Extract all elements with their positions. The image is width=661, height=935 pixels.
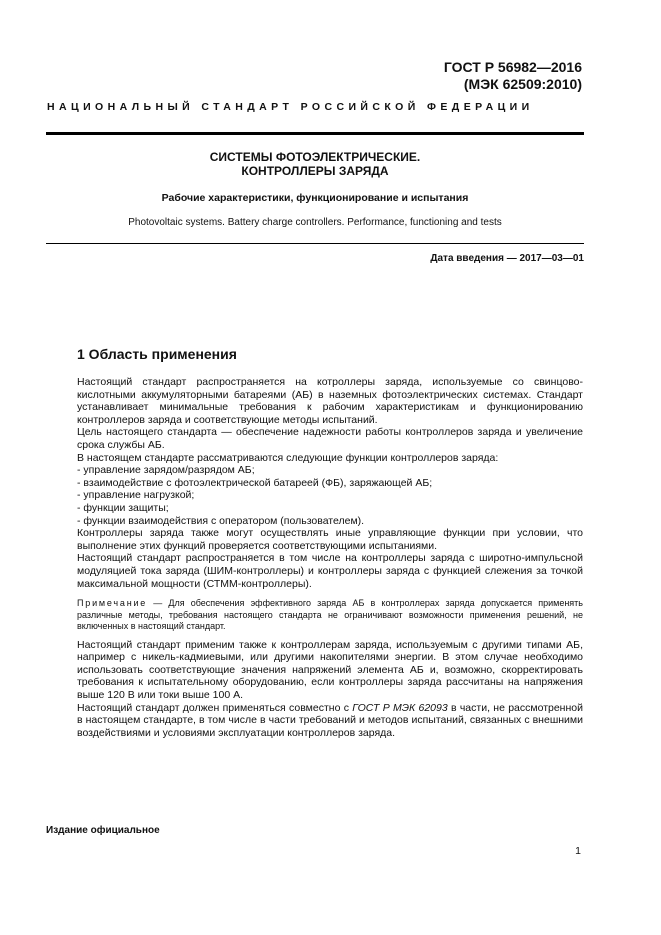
list-item: - функции защиты; [77, 501, 169, 514]
title-line-2: КОНТРОЛЛЕРЫ ЗАРЯДА [241, 164, 389, 178]
iec-reference: (МЭК 62509:2010) [463, 76, 582, 92]
paragraph-4: Контроллеры заряда также могут осуществлять иные управляющие функции при условии, что выполнение этих функций проверяется соответствующими испытаниями. [77, 527, 583, 552]
official-edition: Издание официальное [46, 825, 160, 836]
standard-header [444, 59, 582, 93]
list-item: - функции взаимодействия с оператором (пользователем). [77, 514, 365, 527]
list-item: - управление нагрузкой; [77, 489, 195, 502]
paragraph-3: В настоящем стандарте рассматриваются следующие функции контроллеров заряда: [77, 451, 499, 464]
paragraph-7: Настоящий стандарт должен применяться совместно с ГОСТ Р МЭК 62093 в части, не рассмотренной в настоящем стандарте, в том числе в части требований и методов испытаний, связанных с внешними воздействиями и условиями эксплуатации контроллеров заряда. [77, 701, 583, 739]
list-item: - управление зарядом/разрядом АБ; [77, 464, 255, 477]
paragraph-6: Настоящий стандарт применим также к контроллерам заряда, используемым с другими типами АБ, например с никель-кадмиевыми, или другими накопителями энергии. В этом случае необходимо использовать соответствующие значения напряжений элемента АБ и, возможно, скорректировать требования к испытательному оборудованию, если контроллеры заряда рассчитаны на напряжения выше 120 В или токи выше 100 А. [77, 638, 583, 701]
paragraph-5: Настоящий стандарт распространяется в том числе на контроллеры заряда с широтно-импульсной модуляцией тока заряда (ШИМ-контроллеры) и контроллеры заряда с функцией слежения за точкой максимальной мощности (СТММ-контроллеры). [77, 552, 583, 590]
title-line-1: СИСТЕМЫ ФОТОЭЛЕКТРИЧЕСКИЕ. [209, 150, 421, 164]
list-item: - взаимодействие с фотоэлектрической батареей (ФБ), заряжающей АБ; [77, 476, 433, 489]
section-body [77, 376, 583, 739]
note-label: Примечание [77, 598, 148, 609]
document-title [46, 150, 584, 178]
paragraph-1: Настоящий стандарт распространяется на котроллеры заряда, используемые со свинцово-кислотными аккумуляторными батареями (АБ) в наземных фотоэлектрических системах. Стандарт устанавливает минимальные требования к рабочим характеристикам и функционированию контроллеров заряда и соответствующие методы испытаний. [77, 376, 583, 426]
function-list [77, 464, 583, 527]
thick-divider [46, 132, 584, 135]
note-text: — Для обеспечения эффективного заряда АБ в контроллерах заряда допускается применять различные методы, требования настоящего стандарта не ограничивают возможности применения решений, не включенных в настоящий стандарт. [77, 598, 583, 632]
page-number: 1 [575, 845, 581, 857]
national-standard-line: НАЦИОНАЛЬНЫЙ СТАНДАРТ РОССИЙСКОЙ ФЕДЕРАЦИИ [47, 101, 534, 113]
standard-number: ГОСТ Р 56982—2016 [443, 59, 582, 75]
document-subtitle: Рабочие характеристики, функционирование и испытания [161, 192, 469, 204]
introduction-date: Дата введения — 2017—03—01 [430, 253, 584, 264]
section-heading: 1 Область применения [77, 346, 237, 362]
english-title: Photovoltaic systems. Battery charge controllers. Performance, functioning and tests [128, 217, 502, 228]
paragraph-2: Цель настоящего стандарта — обеспечение надежности работы контроллеров заряда и увеличение срока службы АБ. [77, 426, 583, 451]
note [77, 598, 583, 633]
thin-divider [46, 243, 584, 244]
standard-reference: ГОСТ Р МЭК 62093 [352, 701, 448, 714]
